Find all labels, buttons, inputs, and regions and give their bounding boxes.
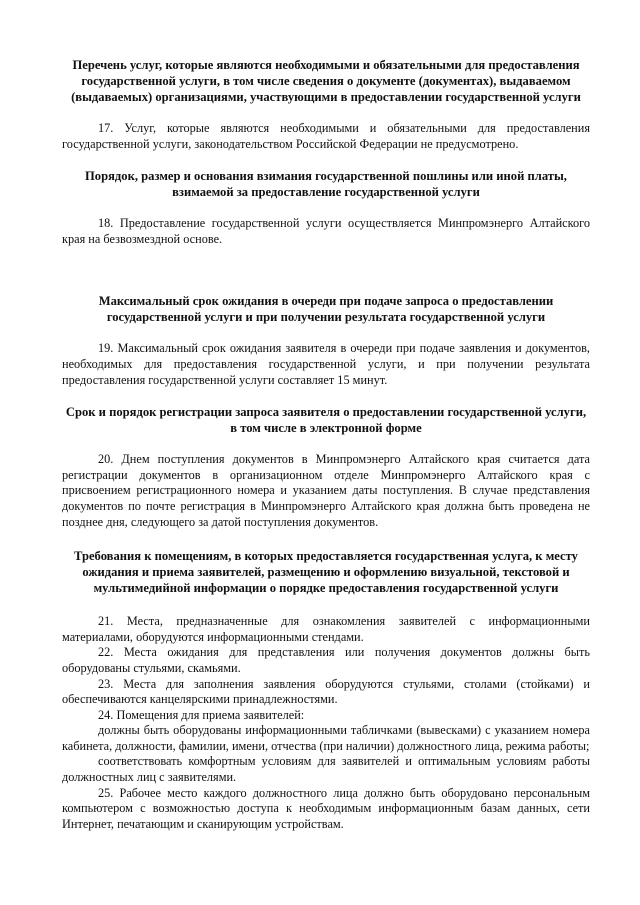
section-heading-services: Перечень услуг, которые являются необходимыми и обязательными для предоставления государственной услуги, в том числе сведения о документе (документах), выдаваемом (выдаваемых) организациями, участвующими в предоставлении государственной услуги bbox=[71, 58, 581, 104]
section-heading-fee: Порядок, размер и основания взимания государственной пошлины или иной платы, взимаемой за предоставление государственной услуги bbox=[85, 169, 567, 200]
paragraph-24-item-2: соответствовать комфортным условиям для заявителей и оптимальным условиям работы должностных лиц с заявителями. bbox=[62, 754, 590, 785]
paragraph-23: 23. Места для заполнения заявления оборудуются стульями, столами (стойками) и обеспечиваются канцелярскими принадлежностями. bbox=[62, 676, 590, 707]
paragraph-19: 19. Максимальный срок ожидания заявителя в очереди при подаче заявления и документов, необходимых для предоставления государственной услуги, и при получении результата предоставления государственной услуги составляет 15 минут. bbox=[62, 341, 590, 387]
section-heading-registration: Срок и порядок регистрации запроса заявителя о предоставлении государственной услуги, в том числе в электронной форме bbox=[65, 405, 587, 436]
paragraph-25: 25. Рабочее место каждого должностного лица должно быть оборудовано персональным компьютером с возможностью доступа к необходимым информационным базам данных, сети Интернет, печатающим и сканирующим устройствам. bbox=[62, 785, 590, 831]
paragraph-24: 24. Помещения для приема заявителей: bbox=[98, 707, 305, 722]
paragraph-24-item-1: должны быть оборудованы информационными табличками (вывесками) с указанием номера кабинета, должности, фамилии, имени, отчества (при наличии) должностного лица, режима работы; bbox=[62, 723, 590, 753]
paragraph-21: 21. Места, предназначенные для ознакомления заявителей с информационными материалами, оборудуются информационными стендами. bbox=[62, 614, 590, 644]
section-heading-premises: Требования к помещениям, в которых предоставляется государственная услуга, к месту ожидания и приема заявителей, размещению и оформлению визуальной, текстовой и мультимедийной информации о порядке предоставления государственной услуги bbox=[74, 549, 578, 596]
document-page bbox=[62, 57, 590, 832]
paragraph-20: 20. Днем поступления документов в Минпромэнерго Алтайского края считается дата регистрации документов в организационном отделе Минпромэнерго Алтайского края с присвоением регистрационного номера и указанием даты поступления. В случае представления документов по почте регистрация в Минпромэнерго Алтайского края должна быть проведена не позднее дня, следующего за датой поступления документов. bbox=[62, 452, 590, 529]
paragraph-17: 17. Услуг, которые являются необходимыми и обязательными для предоставления государственной услуги, законодательством Российской Федерации не предусмотрено. bbox=[62, 121, 590, 151]
section-heading-queue-time: Максимальный срок ожидания в очереди при подаче запроса о предоставлении государственной услуги и при получении результата государственной услуги bbox=[98, 294, 554, 325]
paragraph-22: 22. Места ожидания для представления или получения документов должны быть оборудованы стульями, скамьями. bbox=[62, 645, 590, 675]
paragraph-18: 18. Предоставление государственной услуги осуществляется Минпромэнерго Алтайского края на безвозмездной основе. bbox=[62, 216, 590, 246]
